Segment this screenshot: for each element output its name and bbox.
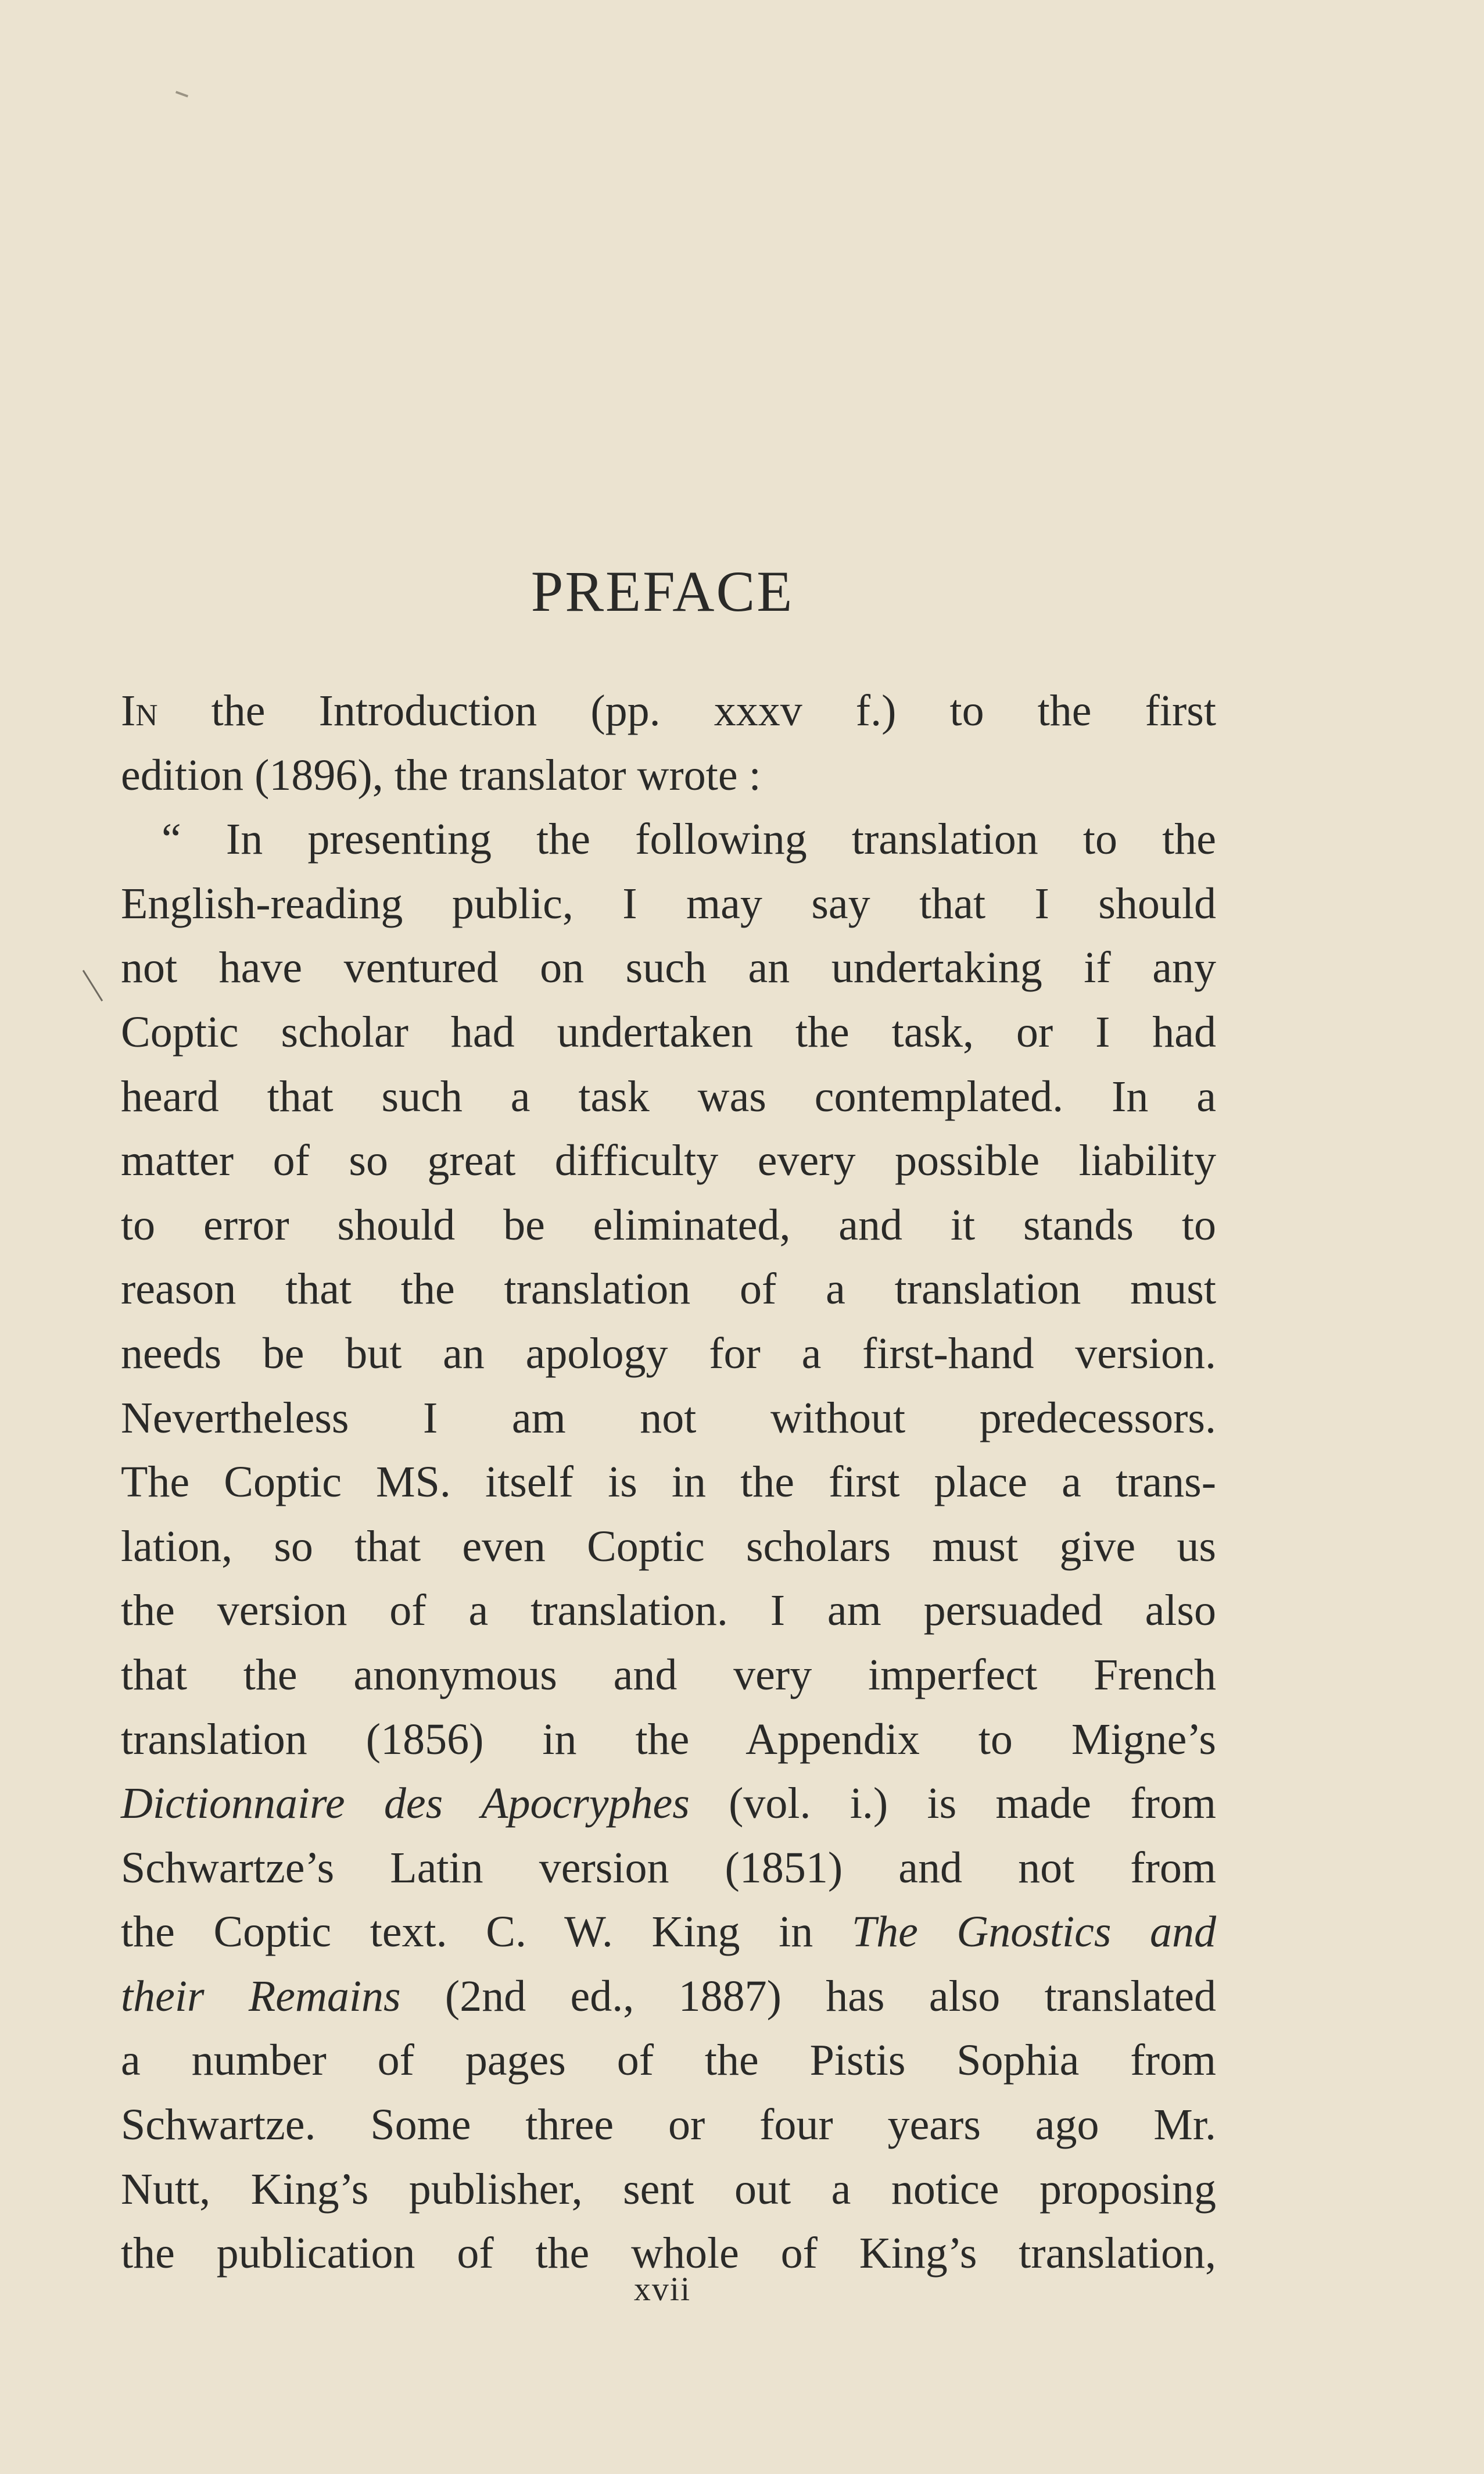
text-line: the publication of the whole of King’s translation, — [121, 2229, 1216, 2278]
stray-mark — [175, 91, 188, 97]
text-line: to error should be eliminated, and it stands to — [121, 1200, 1216, 1249]
text-line: lation, so that even Coptic scholars must give us — [121, 1521, 1216, 1571]
text-line: heard that such a task was contemplated. In a — [121, 1072, 1216, 1121]
text-line: The Coptic MS. itself is in the first place a trans- — [121, 1458, 1216, 1507]
margin-mark — [83, 970, 103, 1001]
text-line: In the Introduction (pp. xxxv f.) to the first — [121, 686, 1216, 735]
text-line: Dictionnaire des Apocryphes (vol. i.) is made from — [121, 1779, 1216, 1828]
text-line: not have ventured on such an undertaking if any — [121, 943, 1216, 993]
text-line: Coptic scholar had undertaken the task, or I had — [121, 1007, 1216, 1057]
text-line: Nutt, King’s publisher, sent out a notice proposing — [121, 2164, 1216, 2214]
text-line: matter of so great difficulty every possible liability — [121, 1136, 1216, 1186]
text-line: Schwartze. Some three or four years ago Mr. — [121, 2100, 1216, 2150]
text-line: reason that the translation of a translation must — [121, 1265, 1216, 1314]
text-line: a number of pages of the Pistis Sophia from — [121, 2036, 1216, 2085]
text-line: Nevertheless I am not without predecessors. — [121, 1393, 1216, 1442]
text-line: edition (1896), the translator wrote : — [121, 750, 761, 800]
text-line: that the anonymous and very imperfect French — [121, 1650, 1216, 1699]
text-line: their Remains (2nd ed., 1887) has also translated — [121, 1971, 1216, 2021]
page-heading: PREFACE — [530, 559, 794, 624]
text-line: Schwartze’s Latin version (1851) and not from — [121, 1843, 1216, 1892]
text-line: English-reading public, I may say that I should — [121, 879, 1216, 928]
page-number: xvii — [633, 2270, 691, 2308]
text-line: “ In presenting the following translation to the — [162, 815, 1216, 864]
text-line: needs be but an apology for a first-hand version. — [121, 1329, 1216, 1378]
text-line: the Coptic text. C. W. King in The Gnostics and — [121, 1907, 1216, 1957]
text-line: the version of a translation. I am persuaded also — [121, 1586, 1216, 1635]
body-text — [121, 679, 1216, 2286]
text-line: translation (1856) in the Appendix to Migne’s — [121, 1714, 1216, 1764]
